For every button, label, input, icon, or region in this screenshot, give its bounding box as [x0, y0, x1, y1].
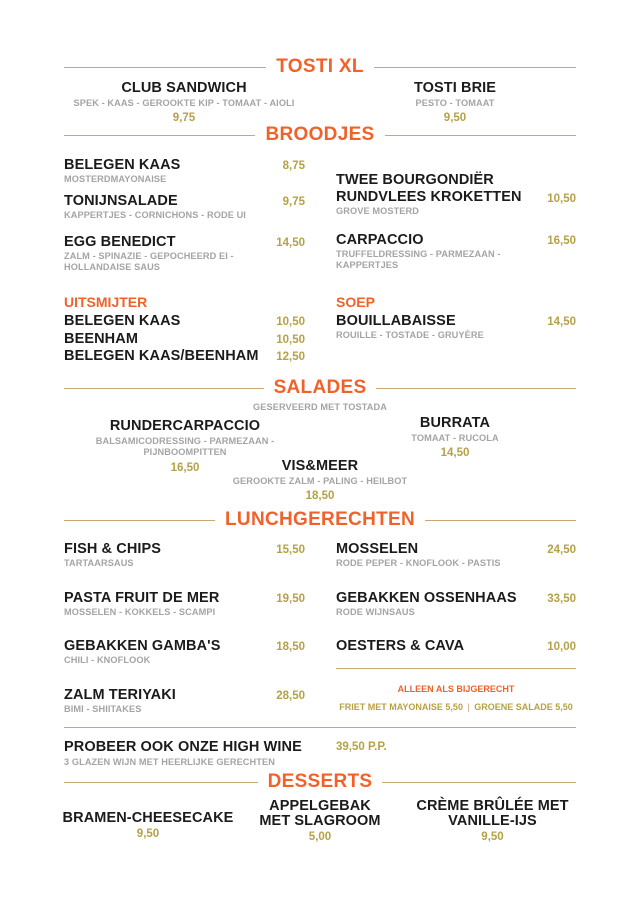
- divider: [425, 520, 576, 521]
- divider: [385, 135, 576, 136]
- high-wine-price: 39,50 P.P.: [336, 741, 387, 753]
- item-price: 14,50: [440, 447, 470, 459]
- divider: [64, 727, 576, 728]
- item-description: ROUILLE - TOSTADE - GRUYÈRE: [336, 330, 484, 340]
- item-price: 16,50: [170, 462, 200, 474]
- item-name: TONIJNSALADE: [64, 193, 178, 209]
- item-price: 33,50: [547, 593, 576, 605]
- item-description: TRUFFELDRESSING - PARMEZAAN -: [336, 249, 501, 259]
- item-description: BIMI - SHIITAKES: [64, 704, 142, 714]
- item-price: 18,50: [305, 490, 335, 502]
- item-description: MOSTERDMAYONAISE: [64, 174, 167, 184]
- item-name: BRAMEN-CHEESECAKE: [62, 810, 234, 826]
- item-price: 10,50: [276, 316, 305, 328]
- divider: [64, 135, 255, 136]
- section-title: TOSTI XL: [276, 56, 364, 77]
- section-title: SALADES: [273, 377, 367, 398]
- dessert-creme-brulee: [405, 799, 580, 843]
- item-name: VIS&MEER: [281, 458, 359, 474]
- side-dish-fries: FRIET MET MAYONAISE 5,50: [339, 702, 463, 712]
- menu-item-mosselen: [336, 541, 501, 568]
- menu-item-bouillabaisse: [336, 313, 484, 340]
- menu-item-fish-chips: [64, 541, 161, 568]
- menu-item-kroketten: [336, 172, 522, 216]
- item-description: ZALM - SPINAZIE - GEPOCHEERD EI -: [64, 251, 234, 261]
- section-header-desserts: [64, 771, 576, 793]
- item-name: MET SLAGROOM: [259, 813, 381, 829]
- item-description: RODE PEPER - KNOFLOOK - PASTIS: [336, 558, 501, 568]
- item-name: BEENHAM: [64, 331, 139, 347]
- menu-item-tosti-brie: [380, 80, 530, 124]
- item-description: GROVE MOSTERD: [336, 206, 419, 216]
- item-price: 24,50: [547, 544, 576, 556]
- section-header-lunchgerechten: [64, 509, 576, 531]
- item-description: MOSSELEN - KOKKELS - SCAMPI: [64, 607, 216, 617]
- item-price: 9,75: [172, 112, 196, 124]
- divider: [374, 67, 576, 68]
- section-header-tosti: [64, 56, 576, 78]
- dessert-cheesecake: [58, 810, 238, 840]
- high-wine-name: PROBEER OOK ONZE HIGH WINE: [64, 739, 302, 755]
- item-price: 10,00: [547, 641, 576, 653]
- item-name: VANILLE-IJS: [448, 813, 537, 829]
- item-description: RODE WIJNSAUS: [336, 607, 415, 617]
- item-name: GEBAKKEN GAMBA'S: [64, 638, 221, 654]
- item-name: PASTA FRUIT DE MER: [64, 590, 220, 606]
- item-price: 10,50: [547, 193, 576, 205]
- item-description: PIJNBOOMPITTEN: [143, 447, 227, 457]
- item-price: 18,50: [276, 641, 305, 653]
- item-name: ZALM TERIYAKI: [64, 687, 176, 703]
- item-description: SPEK - KAAS - GEROOKTE KIP - TOMAAT - AIOLI: [73, 98, 295, 108]
- menu-item-tonijnsalade: [64, 193, 246, 220]
- section-title: DESSERTS: [267, 771, 373, 792]
- item-price: 12,50: [276, 351, 305, 363]
- menu-item-ossenhaas: [336, 590, 517, 617]
- menu-item-pasta: [64, 590, 219, 617]
- item-description: TOMAAT - RUCOLA: [411, 433, 499, 443]
- divider: [64, 388, 264, 389]
- item-name: FISH & CHIPS: [64, 541, 162, 557]
- item-name: BELEGEN KAAS: [64, 157, 181, 173]
- item-name: CLUB SANDWICH: [121, 80, 247, 96]
- item-description: KAPPERTJES - CORNICHONS - RODE UI: [64, 210, 246, 220]
- side-dish-line: [334, 697, 578, 715]
- divider: [64, 67, 266, 68]
- item-description: TARTAARSAUS: [64, 558, 134, 568]
- item-name: BURRATA: [419, 415, 491, 431]
- item-price: 15,50: [276, 544, 305, 556]
- item-price: 14,50: [547, 316, 576, 328]
- item-description: KAPPERTJES: [336, 260, 399, 270]
- item-description: CHILI - KNOFLOOK: [64, 655, 151, 665]
- item-name: BELEGEN KAAS: [64, 313, 181, 329]
- item-name: EGG BENEDICT: [64, 234, 176, 250]
- dessert-appelgebak: [240, 799, 400, 843]
- item-price: 28,50: [276, 690, 305, 702]
- item-name: BOUILLABAISSE: [336, 313, 456, 329]
- item-price: 10,50: [276, 334, 305, 346]
- item-name: GEBAKKEN OSSENHAAS: [336, 590, 517, 606]
- section-title: LUNCHGERECHTEN: [225, 509, 415, 530]
- menu-item-egg-benedict: [64, 234, 234, 272]
- high-wine-description: 3 GLAZEN WIJN MET HEERLIJKE GERECHTEN: [64, 757, 275, 767]
- item-description: GEROOKTE ZALM - PALING - HEILBOT: [232, 476, 408, 486]
- menu-item-burrata: [380, 415, 530, 459]
- section-header-salades: [64, 377, 576, 399]
- item-name: TWEE BOURGONDIËR: [336, 172, 494, 188]
- side-dish-salad: GROENE SALADE 5,50: [474, 702, 573, 712]
- menu-item-zalm-teriyaki: [64, 687, 176, 714]
- item-description: PESTO - TOMAAT: [415, 98, 495, 108]
- menu-item-vis-en-meer: [200, 458, 440, 502]
- subsection-title-uitsmijter: UITSMIJTER: [64, 294, 148, 310]
- divider: [336, 668, 576, 669]
- menu-item-club-sandwich: [64, 80, 304, 124]
- item-price: 19,50: [276, 593, 305, 605]
- item-name: RUNDERCARPACCIO: [109, 418, 261, 434]
- high-wine: [64, 739, 302, 767]
- item-description: BALSAMICODRESSING - PARMEZAAN -: [95, 436, 275, 446]
- item-price: 14,50: [276, 237, 305, 249]
- menu-item-oesters: OESTERS & CAVA: [336, 638, 465, 654]
- item-name: BELEGEN KAAS/BEENHAM: [64, 348, 259, 364]
- section-header-broodjes: [64, 124, 576, 146]
- item-price: 9,50: [136, 828, 160, 840]
- item-name: CARPACCIO: [336, 232, 424, 248]
- menu-item-carpaccio: [336, 232, 501, 270]
- item-name: MOSSELEN: [336, 541, 419, 557]
- item-price: 5,00: [308, 831, 332, 843]
- divider: [376, 388, 576, 389]
- divider: [382, 782, 576, 783]
- divider: [64, 520, 215, 521]
- section-subtitle: GESERVEERD MET TOSTADA: [253, 402, 387, 412]
- menu-item-belegen-kaas: [64, 157, 180, 184]
- separator: |: [467, 702, 470, 712]
- item-price: 16,50: [547, 235, 576, 247]
- side-dish-title: ALLEEN ALS BIJGERECHT: [397, 684, 515, 694]
- item-price: 8,75: [282, 160, 305, 172]
- divider: [64, 782, 258, 783]
- section-title: BROODJES: [265, 124, 375, 145]
- item-name: RUNDVLEES KROKETTEN: [336, 189, 522, 205]
- item-name: TOSTI BRIE: [413, 80, 497, 96]
- item-price: 9,50: [443, 112, 467, 124]
- item-description: HOLLANDAISE SAUS: [64, 262, 161, 272]
- item-price: 9,50: [481, 831, 504, 843]
- item-name: CRÈME BRÛLÉE MET: [416, 798, 569, 814]
- menu-item-gamba: [64, 638, 221, 665]
- item-name: APPELGEBAK: [269, 798, 371, 814]
- subsection-title-soep: SOEP: [336, 294, 375, 310]
- item-price: 9,75: [282, 196, 305, 208]
